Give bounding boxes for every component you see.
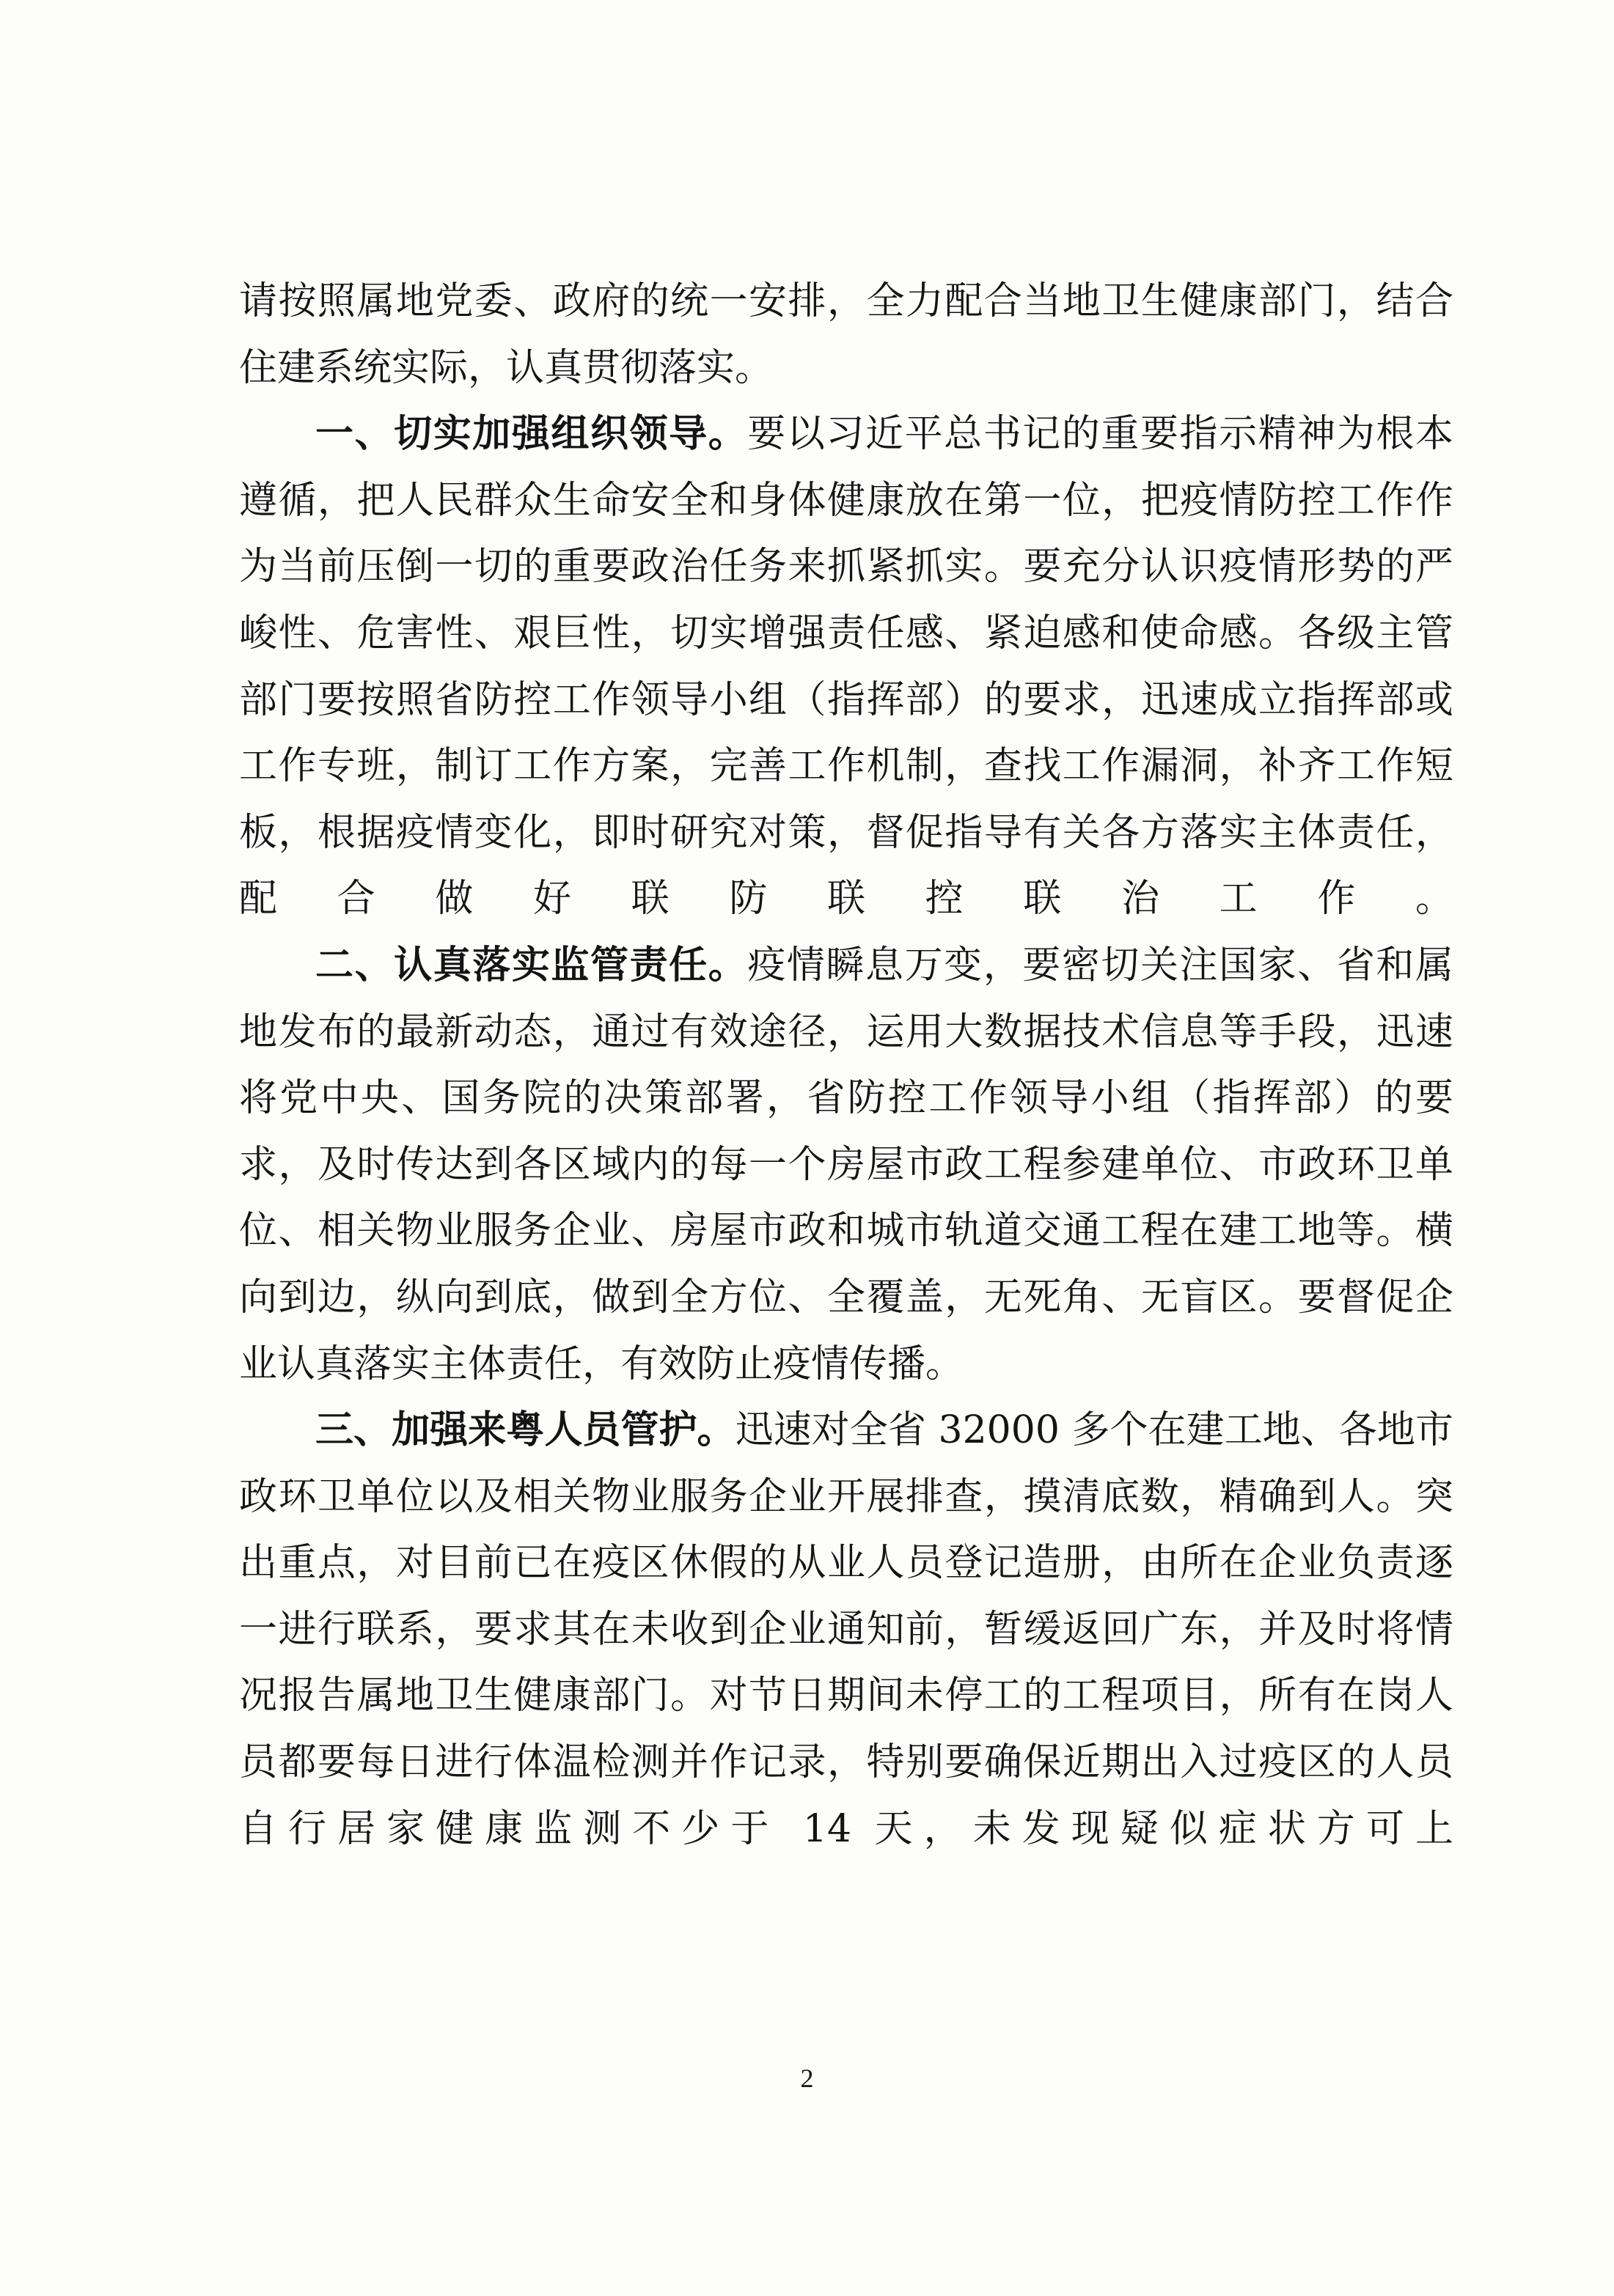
paragraph-text: 请按照属地党委、政府的统一安排，全力配合当地卫生健康部门，结合住建系统实际，认真贯彻落实。 (239, 279, 1453, 390)
document-body (239, 268, 1453, 1862)
paragraph-section-3 (239, 1397, 1453, 1862)
section-heading: 二、认真落实监管责任。 (315, 943, 748, 987)
page-number: 2 (800, 2064, 814, 2093)
paragraph-text: 疫情瞬息万变，要密切关注国家、省和属地发布的最新动态，通过有效途径，运用大数据技术信息等手段，迅速将党中央、国务院的决策部署，省防控工作领导小组（指挥部）的要求，及时传达到各区域内的每一个房屋市政工程参建单位、市政环卫单位、相关物业服务企业、房屋市政和城市轨道交通工程在建工地等。横向到边，纵向到底，做到全方位、全覆盖，无死角、无盲区。要督促企业认真落实主体责任，有效防止疫情传播。 (239, 943, 1453, 1386)
section-heading: 一、切实加强组织领导。 (315, 412, 748, 457)
section-heading: 三、加强来粤人员管护。 (315, 1408, 736, 1453)
paragraph-text: 要以习近平总书记的重要指示精神为根本遵循，把人民群众生命安全和身体健康放在第一位，把疫情防控工作作为当前压倒一切的重要政治任务来抓紧抓实。要充分认识疫情形势的严峻性、危害性、艰巨性，切实增强责任感、紧迫感和使命感。各级主管部门要按照省防控工作领导小组（指挥部）的要求，迅速成立指挥部或工作专班，制订工作方案，完善工作机制，查找工作漏洞，补齐工作短板，根据疫情变化，即时研究对策，督促指导有关各方落实主体责任，配合做好联防联控联治工作。 (239, 412, 1453, 921)
paragraph-intro (239, 268, 1453, 401)
paragraph-section-1 (239, 401, 1453, 932)
paragraph-section-2 (239, 932, 1453, 1397)
paragraph-text: 迅速对全省 32000 多个在建工地、各地市政环卫单位以及相关物业服务企业开展排查，摸清底数，精确到人。突出重点，对目前已在疫区休假的从业人员登记造册，由所在企业负责逐一进行联系，要求其在未收到企业通知前，暂缓返回广东，并及时将情况报告属地卫生健康部门。对节日期间未停工的工程项目，所有在岗人员都要每日进行体温检测并作记录，特别要确保近期出入过疫区的人员自行居家健康监测不少于 14 天，未发现疑似症状方可上 (239, 1408, 1453, 1851)
